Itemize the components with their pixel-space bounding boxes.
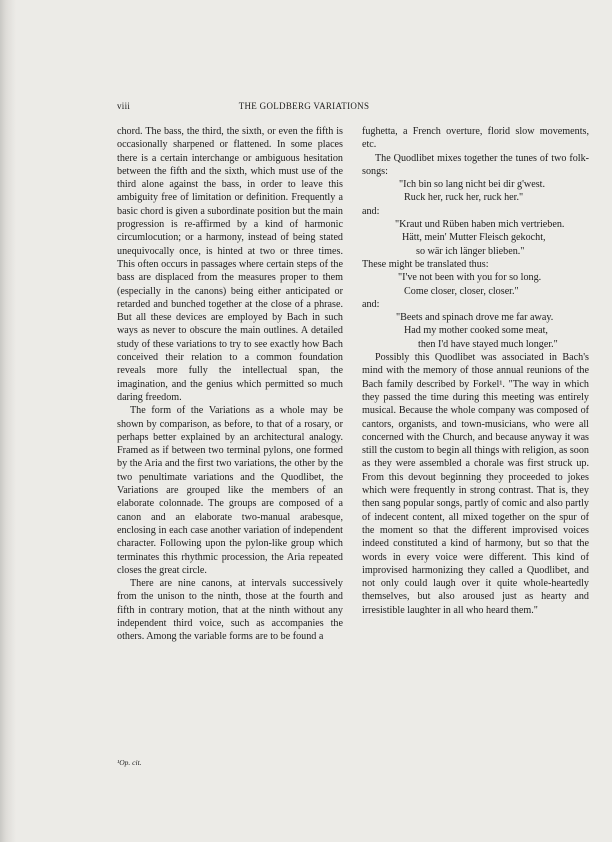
right-column bbox=[362, 125, 589, 617]
and-label: and: bbox=[362, 298, 380, 310]
left-column bbox=[117, 125, 343, 644]
running-head bbox=[117, 101, 491, 115]
paragraph-forkel: Possibly this Quodlibet was associated in Bach's mind with the memory of those annual reunions of the Bach family described by Forkel¹. "The way in which they passed the time during this meeting was entirely musical. Because the whole company was composed of cantors, organists, and town-musicians, who were all concerned with the Church, and because anyway it was still the custom to begin all things with religion, as soon as they were assembled a chorale was first struck up. From this devout beginning they proceeded to jokes which were frequently in strong contrast. That is, they then sang popular songs, partly of comic and also partly of indecent content, all mixed together on the spur of the moment so that the different improvised voices indeed constituted a kind of harmony, but so that the words in every voice were different. This kind of improvised harmonizing they called a Quodlibet, and not only could laugh over it quite whole-heartedly themselves, but also aroused just as hearty and irresistible laughter in all who heard them." bbox=[362, 352, 589, 616]
and-label: and: bbox=[362, 205, 380, 217]
translation-line: then I'd have stayed much longer." bbox=[418, 338, 558, 350]
paragraph-quodlibet-intro: The Quodlibet mixes together the tunes of two folk-songs: bbox=[362, 152, 589, 177]
paragraph-fughetta: fughetta, a French overture, florid slow movements, etc. bbox=[362, 126, 589, 151]
translation-line: Had my mother cooked some meat, bbox=[404, 325, 548, 337]
translation-line: "Beets and spinach drove me far away. bbox=[396, 312, 554, 324]
song-line: Ruck her, ruck her, ruck her." bbox=[404, 192, 524, 204]
song-line: so wär ich länger blieben." bbox=[416, 245, 525, 257]
song-line: "Ich bin so lang nicht bei dir g'west. bbox=[399, 179, 545, 191]
running-title: THE GOLDBERG VARIATIONS bbox=[238, 101, 370, 111]
paragraph-canons: There are nine canons, at intervals successively from the unison to the ninth, those at the fourth and fifth in contrary motion, that at the ninth without any independent third voice, such as accompanies the others. Among the variable forms are to be found a bbox=[117, 578, 343, 643]
paragraph-form: The form of the Variations as a whole may be shown by comparison, as before, to that of a rosary, or perhaps better explained by an architectural analogy. Framed as if between two terminal pylons, one formed by the Aria and the first two variations, the other by the two penultimate variations and the Quodlibet, the Variations are grouped like the members of an elaborate colonnade. The groups are composed of a canon and an elaborate two-manual arabesque, enclosing in each case another variation of independent character. Following upon the pylon-like group which terminates this rhythmic procession, the Aria repeated closes the great circle. bbox=[117, 405, 343, 576]
page-number: viii bbox=[117, 101, 131, 111]
song-line: "Kraut und Rüben haben mich vertrieben. bbox=[395, 219, 565, 231]
footnote: ¹Op. cit. bbox=[117, 758, 142, 767]
translation-line: Come closer, closer, closer." bbox=[404, 285, 519, 297]
song-line: Hätt, mein' Mutter Fleisch gekocht, bbox=[402, 232, 546, 244]
binding-shadow bbox=[0, 0, 16, 842]
paragraph-chord: chord. The bass, the third, the sixth, or even the fifth is occasionally sharpened or flattened. In some places there is a certain interchange or ambiguous hesitation between the fifth and the sixth, which must use of the third alone against the bass, in order to leave this ambiguity free of limitation or definition. Frequently a basic chord is given a subordinate position but the main progression is re-affirmed by a kind of harmonic circumlocution; or a harmony, instead of being stated unequivocally once, is hinted at two or three times. This often occurs in passages where certain steps of the bass are displaced from the measures proper to them (especially in the canons) being either anticipated or retarded and bunched together at the close of a phrase. But all these devices are employed by Bach in such ways as never to obscure the main outlines. A detailed study of these variations to try to see exactly how Bach conceived their relation to a common foundation reveals more fully the intellectual span, the imagination, and the genius which permitted so much daring freedom. bbox=[117, 126, 343, 403]
translation-line: "I've not been with you for so long. bbox=[398, 272, 542, 284]
translation-intro: These might be translated thus: bbox=[362, 258, 489, 270]
